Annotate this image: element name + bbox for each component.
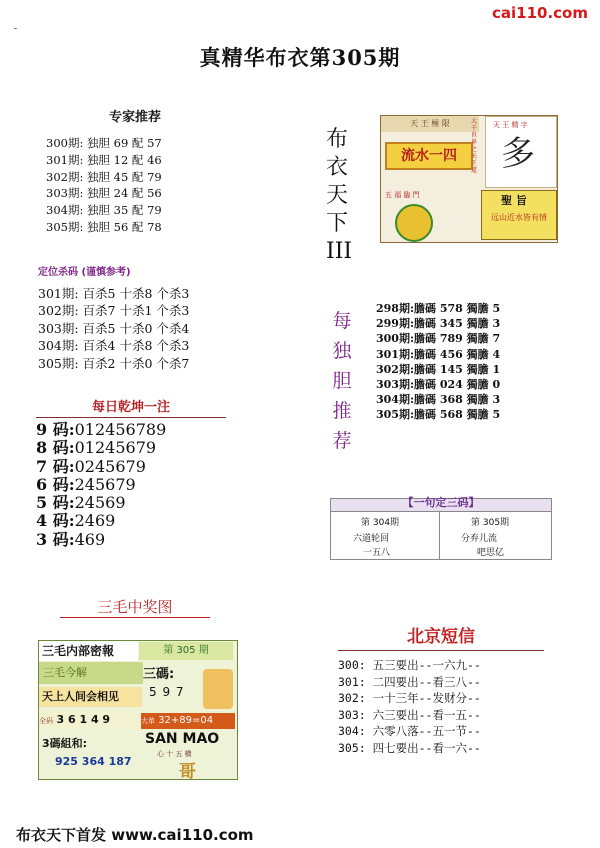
beijing-row: 301: 二四要出--看三八-- — [338, 674, 481, 689]
poster-side-text: 大千世界之天王道 — [471, 118, 478, 174]
daily-row — [36, 458, 236, 476]
kill-row: 302期: 百杀7 十杀1 个杀3 — [38, 303, 190, 319]
daily-label: 3 码: — [36, 529, 75, 549]
daily-row — [36, 494, 236, 512]
sanmao-three-label: 三碼: — [143, 667, 175, 682]
guess-col1-header: 第 304期 — [361, 518, 400, 528]
daily-row — [36, 531, 236, 549]
kill-row: 303期: 百杀5 十杀0 个杀4 — [38, 320, 190, 336]
kill-heading: 定位杀码 (谨慎参考) — [38, 267, 131, 278]
sanmao-combo: 925 364 187 — [55, 755, 132, 768]
beijing-row: 305: 四七要出--看一六-- — [338, 740, 481, 755]
poster-top-label: 天 王 極 限 — [381, 116, 479, 132]
kill-row: 304期: 百杀4 十杀8 个杀3 — [38, 338, 190, 354]
bu-vertical-title — [326, 126, 366, 266]
poster-calligraphy: 多 — [501, 134, 535, 174]
sanmao-combo-label: 3碼組和: — [42, 737, 88, 750]
kill-row: 305期: 百杀2 十杀0 个杀7 — [38, 355, 190, 371]
daily-row — [36, 512, 236, 530]
daily-row — [36, 421, 236, 439]
daily-value: 24569 — [74, 493, 126, 513]
bu-char: 布 — [326, 127, 349, 152]
dan-row: 305期:膽碼 568 獨膽 5 — [376, 408, 501, 422]
daily-value: 012456789 — [74, 420, 167, 439]
kill-section — [38, 263, 248, 372]
sanmao-heading: 三毛中奖图 — [60, 596, 210, 618]
daily-section — [36, 396, 236, 549]
beijing-row: 302: 一十三年--发财分-- — [338, 691, 481, 706]
daily-label: 9 码: — [36, 420, 75, 439]
bu-char: 天 — [326, 183, 349, 208]
footer-site: 布衣天下首发 www.cai110.com — [16, 826, 254, 844]
daily-value: 245679 — [74, 474, 136, 494]
sanmao-brand-sub: 心 十 五 横 — [157, 750, 192, 758]
sanmao-internal: 三毛内部密報 — [39, 641, 138, 661]
beijing-row: 300: 五三要出--一六九-- — [338, 658, 481, 672]
guess-col2-line1: 分弃儿流 — [461, 534, 498, 544]
expert-row: 300期: 独胆 69 配 57 — [46, 136, 162, 150]
dan-section — [376, 301, 546, 423]
dan-row: 300期:膽碼 789 獨膽 7 — [376, 332, 501, 346]
guess-col1-line2: 一五八 — [363, 548, 391, 558]
daily-dan-char: 独 — [332, 340, 352, 362]
guess-col2-line2: 吧思亿 — [477, 548, 505, 558]
beijing-section — [338, 622, 544, 757]
sanmao-brother: 哥 — [179, 762, 196, 782]
bu-char: 下 — [326, 211, 349, 236]
daily-dan-char: 推 — [332, 400, 352, 422]
expert-heading: 专家推荐 — [108, 110, 161, 125]
guess-col2-header: 第 305期 — [471, 518, 510, 528]
expert-row: 302期: 独胆 45 配 79 — [46, 169, 162, 184]
daily-row — [36, 476, 236, 494]
poster-stamp-title: 天 王 精 字 — [493, 121, 528, 129]
guess-table — [330, 498, 552, 560]
expert-row: 301期: 独胆 12 配 46 — [46, 152, 162, 167]
daily-heading: 每日乾坤一注 — [36, 396, 226, 418]
dan-row: 298期:膽碼 578 獨膽 5 — [376, 302, 501, 315]
daily-dan-vertical — [328, 306, 356, 452]
sanmao-banner: 三毛今解 — [39, 662, 143, 684]
sanmao-deco — [203, 669, 233, 709]
sanmao-numbers-row — [39, 711, 139, 729]
dan-row: 301期:膽碼 456 獨膽 4 — [376, 347, 501, 361]
expert-row: 303期: 独胆 24 配 56 — [46, 186, 162, 201]
daily-row — [36, 439, 236, 457]
daily-value: 0245679 — [74, 456, 146, 476]
sanmao-brand: SAN MAO — [145, 731, 220, 747]
tianwang-poster — [380, 115, 558, 243]
sanmao-sum: 32+89=04 — [158, 715, 214, 726]
sanmao-slogan: 天上人间会相见 — [39, 687, 142, 707]
guess-divider — [331, 511, 551, 512]
sanmao-three-code: 5 9 7 — [149, 685, 185, 699]
daily-label: 5 码: — [36, 493, 75, 513]
guess-col1-line1: 六道轮回 — [353, 534, 390, 544]
sanmao-numbers-label: 全码 — [39, 717, 53, 725]
guess-heading: 【一句定三码】 — [331, 499, 551, 511]
daily-label: 7 码: — [36, 456, 75, 476]
beijing-row: 304: 六零八落--五一节-- — [338, 724, 481, 739]
expert-row: 304期: 独胆 35 配 79 — [46, 203, 162, 218]
poster-bottom-left: 五 福 臨 門 — [385, 191, 420, 199]
bu-char: 衣 — [326, 155, 349, 180]
daily-label: 4 码: — [36, 511, 75, 531]
beijing-heading: 北京短信 — [338, 622, 544, 651]
page-title: 真精华布衣第305期 — [199, 45, 401, 70]
guess-col-divider — [439, 511, 440, 559]
poster-medallion — [395, 204, 433, 242]
dan-row: 302期:膽碼 145 獨膽 1 — [376, 362, 501, 376]
sanmao-numbers: 3 6 1 4 9 — [56, 713, 111, 726]
corner-mark: - — [14, 24, 18, 34]
daily-label: 6 码: — [36, 474, 75, 494]
site-watermark: cai110.com — [492, 4, 588, 22]
daily-value: 469 — [74, 529, 106, 549]
sanmao-card — [38, 640, 238, 780]
daily-label: 8 码: — [36, 438, 75, 458]
beijing-row: 303: 六三要出--看一五-- — [338, 707, 481, 722]
daily-dan-char: 荐 — [332, 430, 352, 452]
expert-row: 305期: 独胆 56 配 78 — [46, 219, 162, 234]
sanmao-sum-row — [141, 713, 235, 729]
dan-row: 303期:膽碼 024 獨膽 0 — [376, 378, 501, 392]
sanmao-issue: 第 305 期 — [139, 642, 233, 660]
dan-row: 299期:膽碼 345 獨膽 3 — [376, 317, 501, 331]
bu-char: III — [326, 239, 353, 264]
sanmao-sum-label: 大单 — [141, 717, 155, 725]
poster-flow: 流水一四 — [385, 142, 473, 170]
dan-row: 304期:膽碼 368 獨膽 3 — [376, 393, 501, 407]
daily-value: 01245679 — [74, 438, 157, 458]
expert-section — [40, 106, 230, 236]
daily-dan-char: 每 — [332, 310, 352, 332]
poster-edict: 聖 旨 — [501, 194, 527, 207]
daily-dan-char: 胆 — [332, 370, 352, 392]
kill-row: 301期: 百杀5 十杀8 个杀3 — [38, 286, 190, 301]
daily-value: 2469 — [74, 511, 116, 531]
poster-edict-text: 远山近水皆有情 — [491, 213, 547, 222]
